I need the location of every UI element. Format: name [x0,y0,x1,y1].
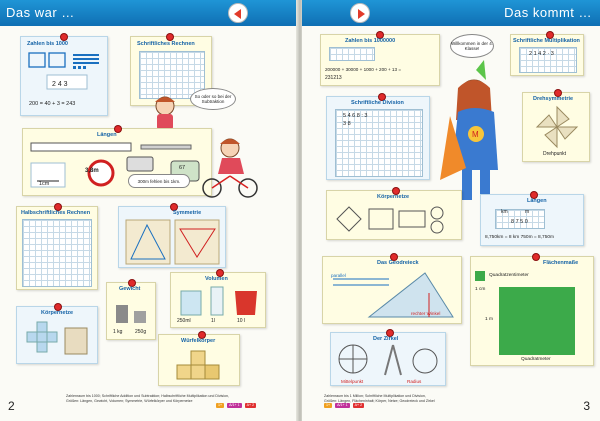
card-zahlen-1000000 [320,34,440,86]
level-badge: A/1+ 1 [337,403,348,408]
weight-label: 1 kg [113,329,123,335]
card-title: Schriftliche Multiplikation [513,38,580,44]
card-koerpernetze-left [16,306,98,364]
card-title: Symmetrie [173,210,202,216]
card-koerpernetze-right [326,190,462,240]
card-schriftliche-division [326,96,430,180]
footer-line: Zahlenraum bis 1000; Schriftliche Addition und Subtraktion; Halbschriftliche Multiplikation und Division, [66,394,230,398]
number-equation: 200000 + 30000 + 1000 + 200 + 13 = [325,67,401,72]
card-title: Halbschriftliches Rechnen [21,210,91,216]
card-title: Körpernetze [41,310,74,316]
division-grid [335,109,423,177]
area-label: 1 cm [475,287,486,292]
card-symmetrie [118,206,226,268]
meter-display-text: 67 [179,165,186,171]
card-title: Flächenmaße [543,260,579,266]
area-label: Quadratmeter [521,357,551,362]
card-title: Der Zirkel [373,336,399,342]
multiplication-text: 2 1 4 2 · 3 [529,51,554,57]
radius-label: Radius [407,379,422,384]
unit-label: km [501,209,508,215]
left-badges [216,403,258,408]
distance-speech-bubble [128,174,190,188]
card-title: Zahlen bis 1000000 [345,38,396,44]
pin-icon [167,34,173,40]
right-page-title: Das kommt … [504,5,592,20]
right-page [302,0,600,421]
card-title: Längen [97,132,117,138]
card-schriftliche-multiplikation [510,34,584,76]
card-gewicht [106,282,156,340]
height-sign-text: 3,8m [85,168,99,174]
svg-text:2 4 3: 2 4 3 [52,81,68,88]
card-wuerfelkoerper [158,334,240,386]
footer-line: Größen: Längen, Flächeninhalt; Körper, Netze; Geodreieck und Zirkel [324,398,435,403]
card-laengen-right [480,194,584,246]
right-header-bar [302,0,600,26]
card-title: Schriftliche Division [351,100,404,106]
footer-line: Größen: Längen, Gewicht, Volumen; Symmetrie, Würfelkörper und Körpernetze [66,398,193,403]
card-title: Gewicht [119,286,141,292]
square-centimeter-swatch [475,271,485,281]
cyclist-girl-figure [200,136,260,200]
right-footer [324,394,435,408]
center-label: Mittelpunkt [341,379,364,384]
card-title: Körpernetze [377,194,410,200]
right-angle-label: rechter Winkel [411,311,441,316]
left-page [0,0,298,421]
left-page-title: Das war … [6,5,75,20]
next-page-button[interactable] [350,3,370,23]
superhero-girl-figure [436,60,516,210]
square-meter-area [499,287,575,355]
cube-stack-figure [173,349,223,383]
card-flaechenmasse [470,256,594,366]
previous-page-button[interactable] [228,3,248,23]
division-row: 5 4 6 8 : 3 [343,113,368,119]
bubble-text: So oder so bei der Subtraktion [194,94,232,104]
level-badge: 1+ [326,403,331,408]
solid-nets-figure [333,203,457,237]
card-geodreieck [322,256,462,324]
volume-label: 1l [211,318,215,324]
area-label: Quadratzentimeter [489,273,529,278]
card-title: Drehsymmetrie [533,96,574,102]
equation-text: 200 = 40 + 3 = 243 [29,101,76,107]
card-title: Längen [527,198,547,204]
left-footer [66,394,258,408]
card-zirkel [330,332,446,386]
left-page-number: 2 [8,399,15,413]
card-title: Das Geodreieck [377,260,419,266]
compass-figure [337,343,441,377]
volume-label: 10 l [237,318,246,324]
weight-label: 250g [135,329,147,335]
length-value: 8 7 5 0 [511,219,528,225]
place-value-blocks-figure [27,51,103,91]
bubble-text: 300m fehlen bis 1km. [137,178,181,184]
level-badge: A+ 2 [246,403,255,408]
ruler-label: 1cm [39,181,50,187]
right-page-number: 3 [583,399,590,413]
half-written-grid [22,219,92,287]
card-halbschriftliches-rechnen [16,206,98,290]
card-title: Schriftliches Rechnen [137,41,195,47]
footer-line: Zahlenraum bis 1 Million; Schriftliche Multiplikation und Division, [324,394,426,398]
area-label: 1 m [485,317,493,322]
containers-figure [177,285,263,317]
card-drehsymmetrie [522,92,590,162]
card-title: Zahlen bis 1000 [27,41,68,47]
svg-text:M: M [472,130,479,139]
geoboard-figure [125,219,221,265]
volume-label: 250ml [177,318,191,324]
subtraction-speech-bubble [190,88,236,110]
level-badge: 1+ [218,403,223,408]
level-badge: A+ 2 [354,403,363,408]
bubble-text: Willkommen in der 4. Klasse! [451,41,494,51]
left-header-bar [0,0,298,26]
pinwheel-figure [533,105,581,149]
card-zahlen-1000 [20,36,108,116]
place-value-table [329,47,375,61]
card-title: Würfelkörper [181,338,216,344]
card-volumen [170,272,266,328]
number-result: 231213 [325,75,342,81]
pin-icon [533,254,539,260]
length-equation: 8,750km = 8 km 750m = 8,750m [485,235,555,240]
unit-label: m [525,209,530,215]
cube-net-figure [23,320,93,360]
parallel-label: parallel [331,273,346,278]
weights-figure [112,297,152,327]
pin-icon [61,34,67,40]
level-badge: A/1+ 1 [229,403,240,408]
welcome-speech-bubble [450,34,494,58]
division-row: 3 8 [343,121,351,127]
right-badges [324,403,435,408]
card-title: Volumen [205,276,228,282]
drehpunkt-label: Drehpunkt [543,151,567,157]
